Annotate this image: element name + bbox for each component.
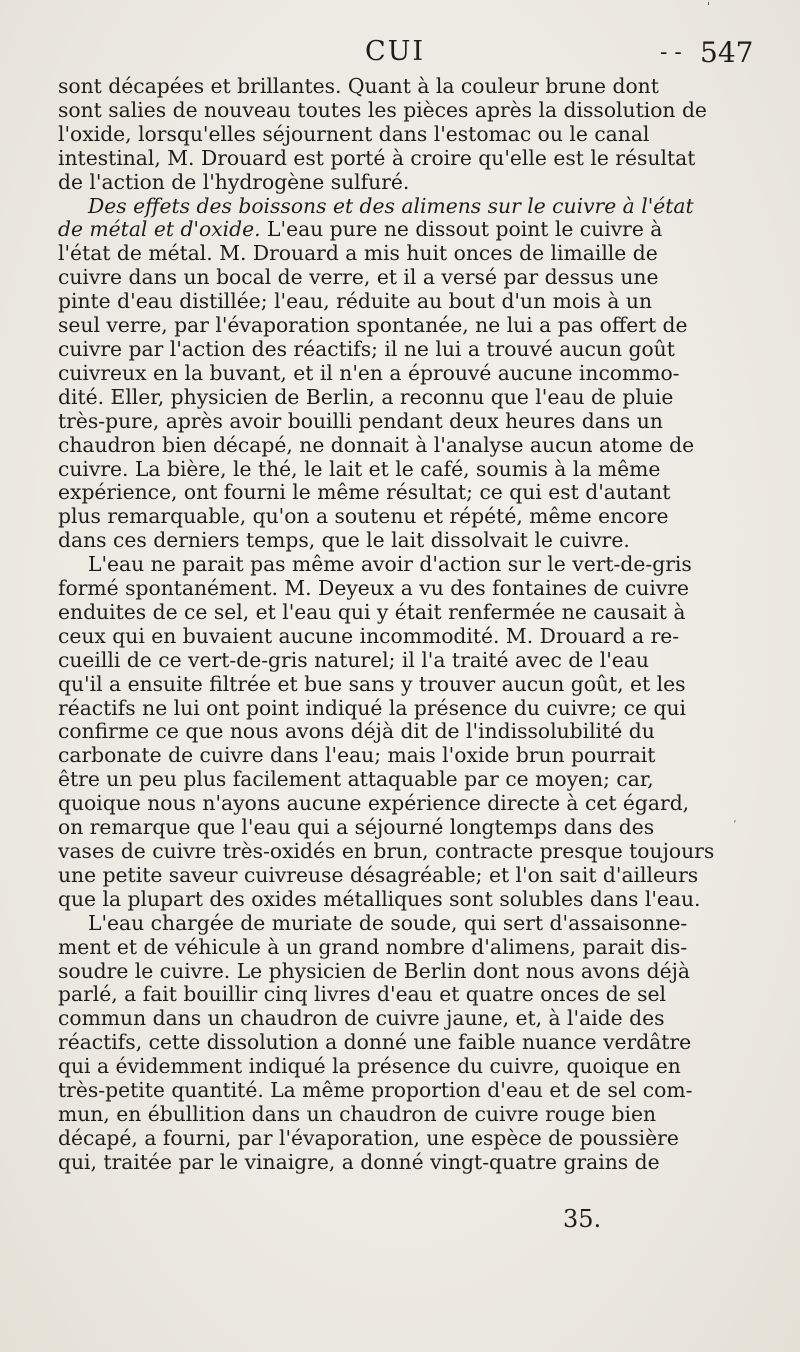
text-line: de l'action de l'hydrogène sulfuré. — [58, 169, 410, 194]
text-line: L'eau chargée de muriate de soude, qui sert d'assaisonne- — [88, 910, 688, 935]
text-line: soudre le cuivre. Le physicien de Berlin dont nous avons déjà — [58, 958, 690, 983]
section-heading-line — [58, 195, 703, 219]
text-line: décapé, a fourni, par l'évaporation, une espèce de poussière — [58, 1125, 679, 1150]
text-line: qui a évidemment indiqué la présence du cuivre, quoique en — [58, 1054, 681, 1079]
text-line: carbonate de cuivre dans l'eau; mais l'oxide brun pourrait — [58, 743, 656, 768]
text-line: dité. Eller, physicien de Berlin, a reconnu que l'eau de pluie — [58, 384, 674, 409]
text-line: qu'il a ensuite filtrée et bue sans y trouver aucun goût, et les — [58, 671, 686, 696]
text-span: L'eau pure ne dissout point le cuivre à — [260, 217, 663, 242]
text-line: sont décapées et brillantes. Quant à la couleur brune dont — [58, 74, 659, 98]
text-line: une petite saveur cuivreuse désagréable; et l'on sait d'ailleurs — [58, 862, 699, 887]
text-line — [58, 218, 703, 242]
text-line: réactifs, cette dissolution a donné une faible nuance verdâtre — [58, 1030, 692, 1055]
text-line: sont salies de nouveau toutes les pièces après la dissolution de — [58, 97, 707, 122]
header-dash: - - — [660, 40, 682, 65]
text-line: très-petite quantité. La même proportion d'eau et de sel com- — [58, 1078, 693, 1103]
text-line: ceux qui en buvaient aucune incommodité. M. Drouard a re- — [58, 623, 680, 648]
margin-mark: ʻ — [733, 818, 737, 831]
text-line: pinte d'eau distillée; l'eau, réduite au bout d'un mois à un — [58, 289, 653, 314]
text-line: que la plupart des oxides métalliques sont solubles dans l'eau. — [58, 886, 701, 911]
text-line: cuivreux en la buvant, et il n'en a éprouvé aucune incommo- — [58, 360, 680, 385]
text-line: cuivre par l'action des réactifs; il ne lui a trouvé aucun goût — [58, 336, 675, 361]
page-number: 547 — [700, 36, 754, 69]
text-line: cuivre. La bière, le thé, le lait et le café, soumis à la même — [58, 456, 661, 481]
text-line: cueilli de ce vert-de-gris naturel; il l'a traité avec de l'eau — [58, 647, 649, 672]
section-heading-end: de métal et d'oxide. — [58, 217, 261, 242]
running-head: CUI — [365, 36, 426, 67]
text-line: l'oxide, lorsqu'elles séjournent dans l'estomac ou le canal — [58, 121, 650, 146]
text-line: formé spontanément. M. Deyeux a vu des fontaines de cuivre — [58, 576, 689, 601]
text-line: vases de cuivre très-oxidés en brun, contracte presque toujours — [58, 839, 715, 863]
text-line: intestinal, M. Drouard est porté à croire qu'elle est le résultat — [58, 145, 696, 170]
text-line: on remarque que l'eau qui a séjourné longtemps dans des — [58, 815, 655, 840]
text-line: réactifs ne lui ont point indiqué la présence du cuivre; ce qui — [58, 695, 687, 720]
corner-mark: ' — [707, 0, 711, 13]
text-line: chaudron bien décapé, ne donnait à l'analyse aucun atome de — [58, 432, 695, 457]
text-line: commun dans un chaudron de cuivre jaune, et, à l'aide des — [58, 1006, 665, 1031]
signature-mark: 35. — [563, 1205, 602, 1233]
text-line: expérience, ont fourni le même résultat; ce qui est d'autant — [58, 480, 671, 505]
text-line: confirme ce que nous avons déjà dit de l'indissolubilité du — [58, 719, 655, 744]
text-line: plus remarquable, qu'on a soutenu et répété, même encore — [58, 504, 669, 529]
text-line: être un peu plus facilement attaquable par ce moyen; car, — [58, 767, 654, 792]
text-line: enduites de ce sel, et l'eau qui y était renfermée ne causait à — [58, 599, 686, 624]
text-line: dans ces derniers temps, que le lait dissolvait le cuivre. — [58, 528, 630, 553]
page-body — [58, 74, 715, 1175]
text-line: seul verre, par l'évaporation spontanée, ne lui a pas offert de — [58, 313, 688, 338]
text-line: l'état de métal. M. Drouard a mis huit onces de limaille de — [58, 241, 658, 266]
page-header — [60, 30, 754, 70]
text-line: mun, en ébullition dans un chaudron de cuivre rouge bien — [58, 1101, 657, 1126]
text-line: quoique nous n'ayons aucune expérience directe à cet égard, — [58, 791, 690, 816]
text-line: cuivre dans un bocal de verre, et il a versé par dessus une — [58, 265, 659, 290]
section-heading: Des effets des boissons et des alimens sur le cuivre à l'état — [88, 193, 694, 218]
text-line: parlé, a fait bouillir cinq livres d'eau et quatre onces de sel — [58, 982, 667, 1007]
text-line: qui, traitée par le vinaigre, a donné vingt-quatre grains de — [58, 1149, 660, 1174]
text-line: L'eau ne parait pas même avoir d'action sur le vert-de-gris — [88, 552, 692, 577]
text-line: très-pure, après avoir bouilli pendant deux heures dans un — [58, 408, 663, 433]
text-line: ment et de véhicule à un grand nombre d'alimens, parait dis- — [58, 934, 688, 959]
